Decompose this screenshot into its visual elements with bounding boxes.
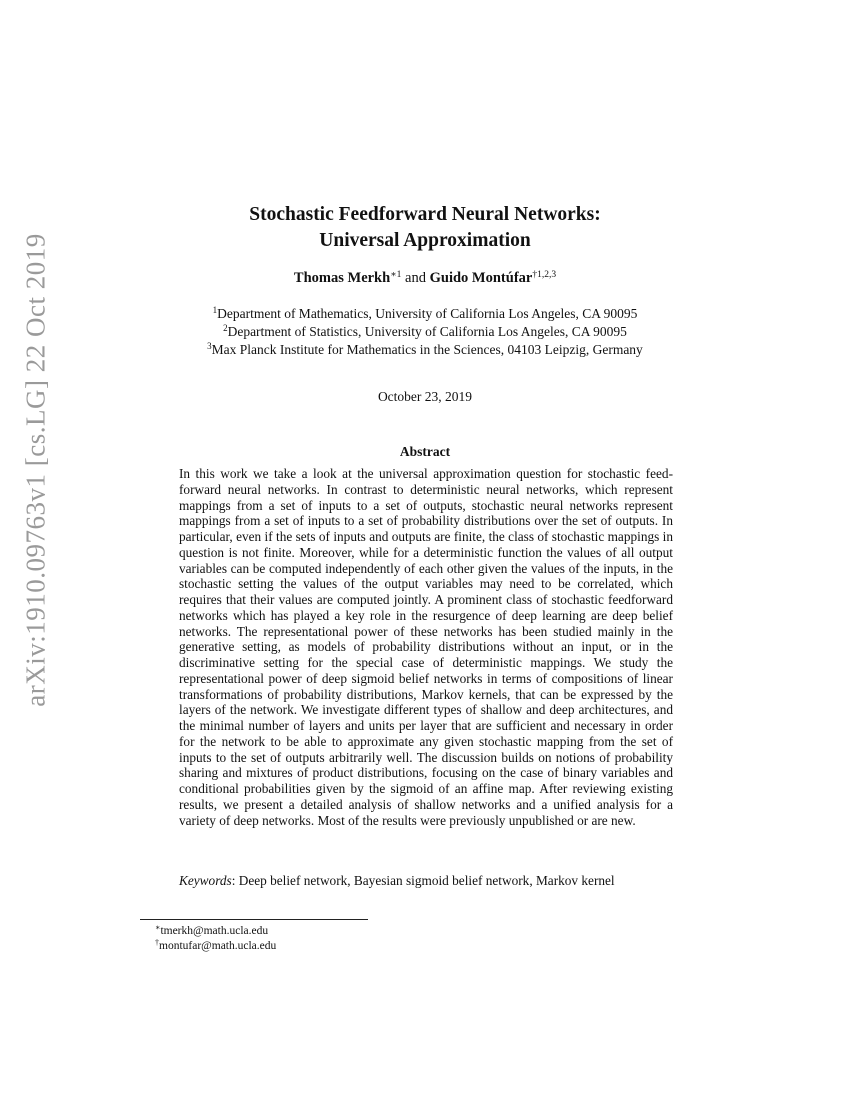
affiliation-mark: 3 xyxy=(207,341,212,351)
author-affiliation-marks: †1,2,3 xyxy=(532,270,557,280)
keywords xyxy=(179,873,673,889)
affiliation xyxy=(0,323,850,341)
abstract-heading: Abstract xyxy=(399,444,451,459)
affiliation xyxy=(0,305,850,323)
affiliation-text: Max Planck Institute for Mathematics in the Sciences, 04103 Leipzig, Germany xyxy=(211,342,643,357)
affiliation-text: Department of Mathematics, University of California Los Angeles, CA 90095 xyxy=(217,306,638,321)
footnote xyxy=(155,939,276,954)
affiliation xyxy=(0,341,850,359)
author-connector: and xyxy=(405,270,426,286)
author-name: Guido Montúfar xyxy=(429,270,533,286)
affiliation-mark: 1 xyxy=(212,305,218,315)
author-name: Thomas Merkh xyxy=(293,270,391,286)
footnote-mark: ∗ xyxy=(155,923,161,932)
affiliation-text: Department of Statistics, University of California Los Angeles, CA 90095 xyxy=(227,324,627,339)
abstract-body: In this work we take a look at the universal approximation question for stochastic feedforward neural networks. In contrast to deterministic neural networks, which represent mappings from a set of inputs to a set of outputs, stochastic neural networks represent mappings from a set of inputs to a set of probability distributions over the set of outputs. In particular, even if the sets of inputs and outputs are finite, the class of stochastic mappings in question is not finite. Moreover, while for a deterministic function the values of all output variables can be computed independently of each other given the values of the inputs, in the stochastic setting the values of the output variables may need to be correlated, which requires that their values are computed jointly. A prominent class of stochastic feedforward networks which has played a key role in the resurgence of deep learning are deep belief networks. The representational power of these networks has been studied mainly in the generative setting, as models of probability distributions without an input, or in the discriminative setting for the special case of deterministic mappings. We study the representational power of deep sigmoid belief networks in terms of compositions of linear transformations of probability distributions, Markov kernels, that can be expressed by the layers of the network. We investigate different types of shallow and deep architectures, and the minimal number of layers and units per layer that are sufficient and necessary in order for the network to be able to approximate any given stochastic mapping from the set of inputs to the set of outputs arbitrarily well. The discussion builds on notions of probability sharing and mixtures of product distributions, focusing on the case of binary variables and conditional probabilities given by the sigmoid of an affine map. After reviewing existing results, we present a detailed analysis of shallow networks and a unified analysis for a variety of deep networks. Most of the results were previously unpublished or are new. xyxy=(179,466,673,828)
title-line-2: Universal Approximation xyxy=(319,230,531,251)
keywords-label: Keywords xyxy=(179,873,232,888)
footnote-email: tmerkh@math.ucla.edu xyxy=(160,925,269,937)
affiliation-list xyxy=(0,305,850,359)
paper-title xyxy=(0,202,850,254)
footnote xyxy=(155,924,276,939)
arxiv-identifier: arXiv:1910.09763v1 [cs.LG] 22 Oct 2019 xyxy=(20,233,51,707)
publication-date: October 23, 2019 xyxy=(377,389,473,404)
author-list xyxy=(0,270,850,287)
footnote-mark: † xyxy=(155,938,159,947)
author-affiliation-marks: ∗1 xyxy=(390,270,402,280)
footnote-divider xyxy=(140,919,368,920)
footnotes xyxy=(155,924,276,954)
title-line-1: Stochastic Feedforward Neural Networks: xyxy=(249,204,601,225)
footnote-email: montufar@math.ucla.edu xyxy=(159,940,277,952)
affiliation-mark: 2 xyxy=(223,323,228,333)
keywords-text: : Deep belief network, Bayesian sigmoid belief network, Markov kernel xyxy=(231,873,615,888)
